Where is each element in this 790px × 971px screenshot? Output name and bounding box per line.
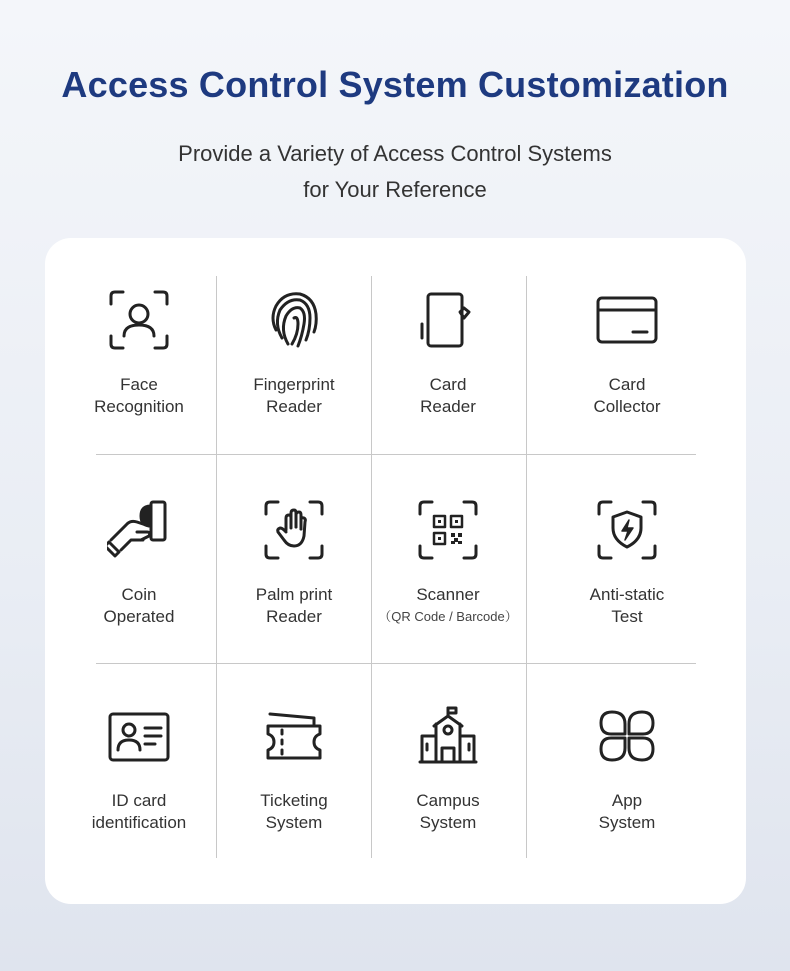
feature-label-line2: Reader: [420, 397, 476, 416]
qr-scanner-icon: [416, 498, 480, 562]
feature-face-recognition: [69, 288, 209, 418]
feature-fingerprint-reader: [224, 288, 364, 418]
feature-palm-print-reader: [224, 498, 364, 628]
feature-label-line1: Scanner: [416, 585, 480, 604]
ticket-icon: [262, 704, 326, 768]
coin-hand-icon: [107, 498, 171, 562]
grid-divider: [96, 454, 696, 455]
grid-divider: [216, 276, 217, 858]
feature-label-line1: Card: [608, 375, 646, 394]
feature-card-collector: [557, 288, 697, 418]
feature-label-line1: Anti-static: [589, 585, 665, 604]
face-recognition-icon: [107, 288, 171, 352]
feature-label-line2: identification: [91, 813, 187, 832]
feature-label-line1: Coin: [121, 585, 157, 604]
feature-coin-operated: [69, 498, 209, 628]
feature-label-line2: Recognition: [94, 397, 184, 416]
feature-label-line1: ID card: [111, 791, 167, 810]
feature-label-line2: System: [265, 813, 323, 832]
feature-id-card-identification: [69, 704, 209, 834]
id-card-icon: [107, 704, 171, 768]
feature-app-system: [557, 704, 697, 834]
feature-label-line1: Card: [429, 375, 467, 394]
feature-label-line1: Face: [120, 375, 158, 394]
feature-label-line1: Campus: [416, 791, 480, 810]
feature-label-line1: Ticketing: [260, 791, 328, 810]
feature-label-line2: Collector: [593, 397, 661, 416]
features-card: [45, 238, 746, 904]
page-title: Access Control System Customization: [61, 64, 729, 105]
anti-static-shield-icon: [595, 498, 659, 562]
feature-label-line2: Test: [611, 607, 643, 626]
grid-divider: [96, 663, 696, 664]
feature-ticketing-system: [224, 704, 364, 834]
campus-building-icon: [416, 704, 480, 768]
subtitle-line-2: for Your Reference: [303, 177, 487, 202]
feature-label-line2: Reader: [266, 397, 322, 416]
feature-scanner: [373, 498, 523, 628]
card-reader-icon: [416, 288, 480, 352]
palm-icon: [262, 498, 326, 562]
feature-label-line2: System: [598, 813, 656, 832]
grid-divider: [371, 276, 372, 858]
card-icon: [595, 288, 659, 352]
feature-campus-system: [378, 704, 518, 834]
page-subtitle: [0, 136, 790, 208]
fingerprint-icon: [262, 288, 326, 352]
feature-label-line2: Operated: [103, 607, 175, 626]
subtitle-line-1: Provide a Variety of Access Control Systems: [178, 141, 612, 166]
feature-anti-static-test: [557, 498, 697, 628]
feature-label-line2: Reader: [266, 607, 322, 626]
feature-label-line1: App: [611, 791, 643, 810]
app-grid-icon: [595, 704, 659, 768]
feature-card-reader: [378, 288, 518, 418]
feature-label-line1: Palm print: [255, 585, 333, 604]
feature-label-line2: （QR Code / Barcode）: [378, 609, 518, 624]
grid-divider: [526, 276, 527, 858]
feature-label-line2: System: [419, 813, 477, 832]
feature-label-line1: Fingerprint: [253, 375, 335, 394]
